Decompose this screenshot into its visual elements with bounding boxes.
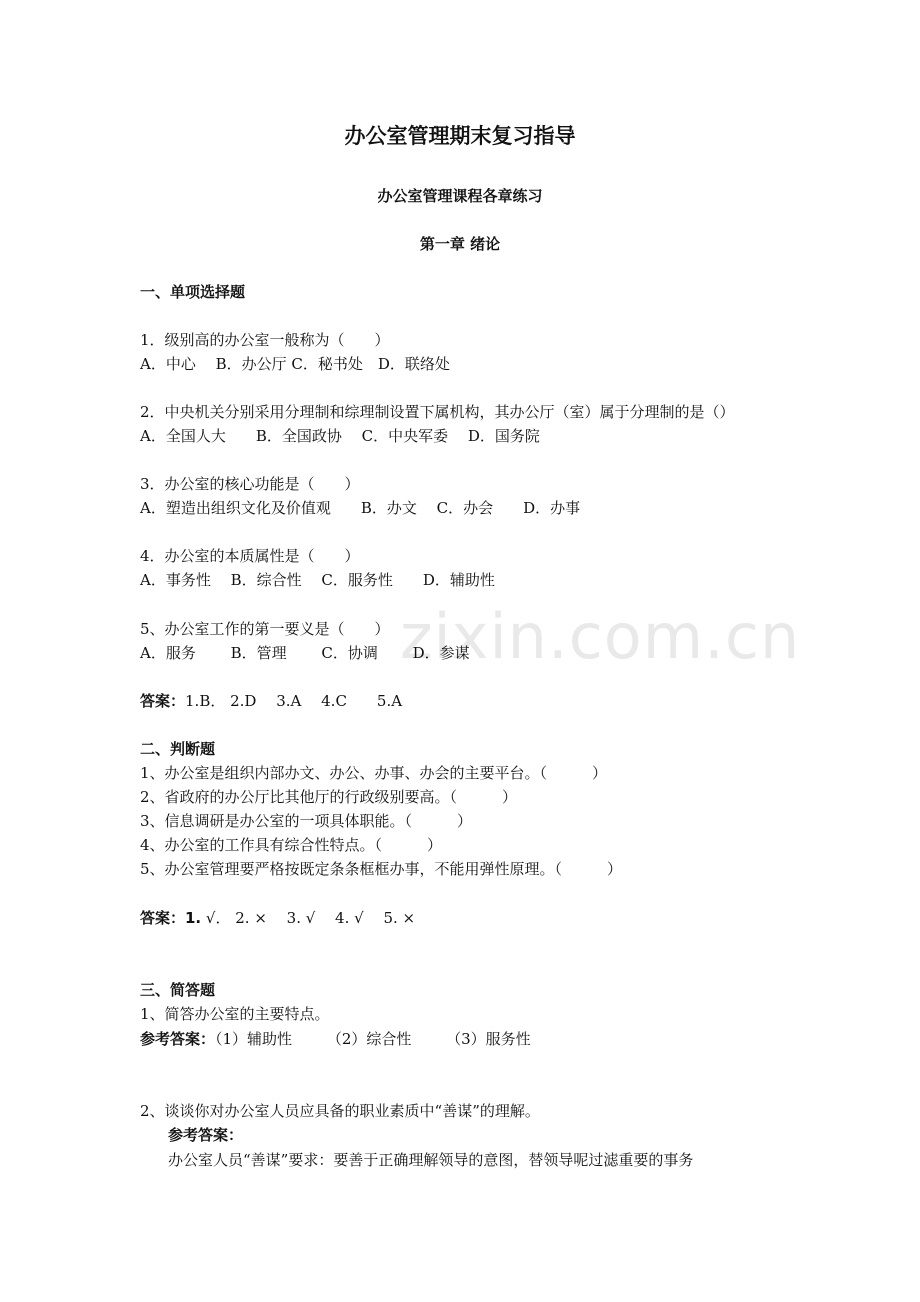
section3-heading: 三、简答题 bbox=[140, 981, 216, 999]
chapter-heading: 第一章 绪论 bbox=[419, 235, 501, 253]
section1-answers bbox=[140, 691, 402, 711]
answer-label: 答案：1. bbox=[140, 909, 202, 927]
judgement-item-3: 3、信息调研是办公室的一项具体职能。（ ） bbox=[140, 812, 473, 830]
answer-text: （1）辅助性 （2）综合性 （3）服务性 bbox=[215, 1030, 531, 1048]
short-question-2: 2、谈谈你对办公室人员应具备的职业素质中“善谋”的理解。 bbox=[140, 1102, 540, 1120]
document-title: 办公室管理期末复习指导 bbox=[344, 124, 576, 148]
judgement-item-4: 4、办公室的工作具有综合性特点。（ ） bbox=[140, 836, 443, 854]
short-question-2-answer-label: 参考答案： bbox=[168, 1126, 244, 1144]
question-5-options: A．服务 B．管理 C．协调 D．参谋 bbox=[140, 644, 470, 662]
question-3: 3．办公室的核心功能是（ ） bbox=[140, 475, 360, 493]
answer-text: √． 2. × 3. √ 4. √ 5. × bbox=[201, 909, 416, 927]
section1-heading: 一、单项选择题 bbox=[140, 283, 246, 301]
judgement-item-2: 2、省政府的办公厅比其他厅的行政级别要高。（ ） bbox=[140, 788, 518, 806]
question-2-options: A．全国人大 B．全国政协 C．中央军委 D．国务院 bbox=[140, 427, 540, 445]
question-2: 2．中央机关分别采用分理制和综理制设置下属机构，其办公厅（室）属于分理制的是（） bbox=[140, 403, 735, 421]
question-5: 5、办公室工作的第一要义是（ ） bbox=[140, 620, 390, 638]
answer-label: 参考答案： bbox=[140, 1030, 216, 1048]
short-question-1-answer bbox=[140, 1029, 531, 1049]
question-3-options: A．塑造出组织文化及价值观 B．办文 C．办会 D．办事 bbox=[140, 499, 581, 517]
question-1-options: A．中心 B．办公厅 C．秘书处 D．联络处 bbox=[140, 355, 450, 373]
short-question-1: 1、简答办公室的主要特点。 bbox=[140, 1005, 330, 1023]
section2-heading: 二、判断题 bbox=[140, 740, 216, 758]
answer-text: 1.B． 2.D 3.A 4.C 5.A bbox=[185, 692, 403, 710]
answer-label: 答案： bbox=[140, 692, 186, 710]
judgement-item-5: 5、办公室管理要严格按既定条条框框办事，不能用弹性原理。（ ） bbox=[140, 860, 623, 878]
judgement-item-1: 1、办公室是组织内部办文、办公、办事、办会的主要平台。（ ） bbox=[140, 764, 608, 782]
watermark: zixin.com.cn bbox=[400, 600, 801, 673]
question-4-options: A．事务性 B．综合性 C．服务性 D．辅助性 bbox=[140, 571, 495, 589]
section2-answers bbox=[140, 908, 415, 928]
question-4: 4．办公室的本质属性是（ ） bbox=[140, 547, 360, 565]
document-subtitle: 办公室管理课程各章练习 bbox=[377, 187, 543, 205]
short-question-2-answer-text: 办公室人员“善谋”要求：要善于正确理解领导的意图，替领导呢过滤重要的事务 bbox=[168, 1151, 694, 1169]
question-1: 1．级别高的办公室一般称为（ ） bbox=[140, 331, 390, 349]
